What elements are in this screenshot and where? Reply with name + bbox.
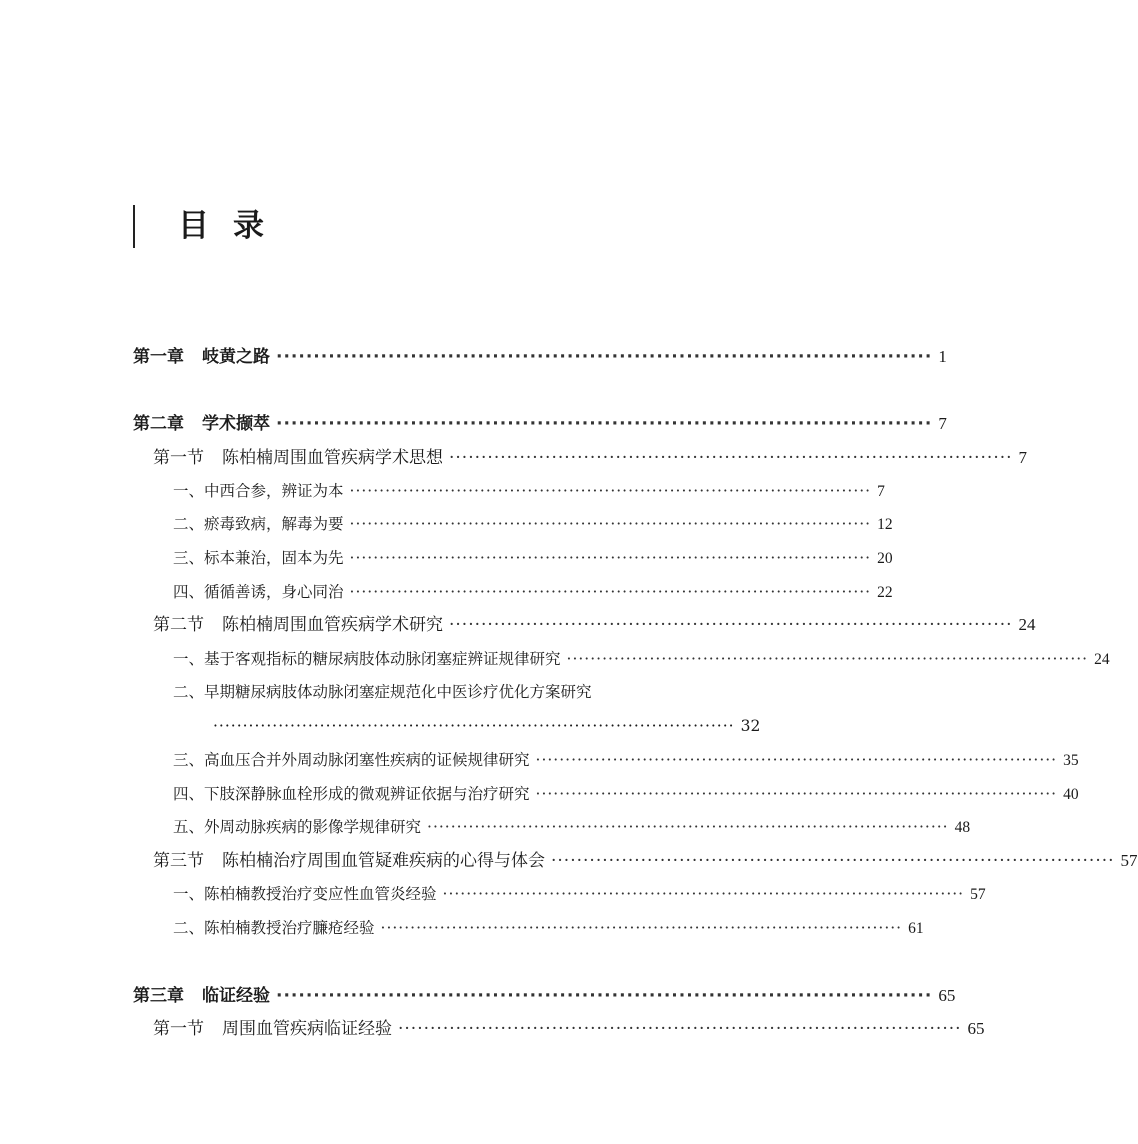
page-number: 35 — [1063, 752, 1079, 769]
entry-text: 外周动脉疾病的影像学规律研究 — [204, 818, 422, 836]
toc-entry-chapter-3[interactable] — [133, 981, 956, 1011]
leader-dots: ························································································ — [380, 919, 903, 937]
entry-text: 岐黄之路 — [202, 347, 270, 367]
entry-text: 陈柏楠治疗周围血管疑难疾病的心得与体会 — [222, 851, 545, 871]
leader-dots: ························································································ — [535, 751, 1058, 769]
page-number: 7 — [877, 483, 885, 500]
page-number: 48 — [954, 819, 971, 836]
entry-label: 一、 — [173, 650, 205, 668]
page-number: 22 — [877, 584, 893, 601]
leader-dots: ························································································ — [276, 986, 933, 1006]
entry-label: 第一章 — [133, 347, 184, 367]
toc-entry-item[interactable] — [173, 812, 971, 842]
toc-entry-item[interactable] — [173, 509, 893, 539]
entry-text: 标本兼治，固本为先 — [204, 549, 344, 567]
leader-dots: ························································································ — [349, 583, 872, 601]
entry-label: 三、 — [173, 549, 205, 567]
leader-dots: ························································································ — [276, 414, 933, 434]
page-number: 12 — [877, 516, 893, 533]
entry-label: 第二章 — [133, 414, 184, 434]
entry-text: 陈柏楠周围血管疾病学术思想 — [222, 448, 443, 468]
toc-entry-section[interactable] — [153, 1014, 985, 1044]
entry-text: 陈柏楠教授治疗臁疮经验 — [204, 919, 375, 937]
toc-entry-section[interactable] — [153, 610, 1036, 640]
leader-dots: ························································································ — [398, 1019, 962, 1039]
entry-label: 二、 — [173, 515, 205, 533]
page-number: 24 — [1094, 651, 1110, 668]
toc-entry-section[interactable] — [153, 443, 1028, 473]
entry-text: 下肢深静脉血栓形成的微观辨证依据与治疗研究 — [204, 785, 530, 803]
entry-label: 五、 — [173, 818, 205, 836]
page-title: 目录 — [178, 208, 288, 244]
title-bar — [133, 205, 135, 248]
page-number: 7 — [1018, 448, 1028, 467]
leader-dots: ························································································ — [442, 885, 965, 903]
page-number: 61 — [908, 920, 924, 937]
leader-dots: ························································································ — [276, 347, 933, 367]
toc-entry-section[interactable] — [153, 846, 1138, 876]
entry-label: 第三节 — [153, 851, 204, 871]
leader-dots: ························································································ — [213, 717, 735, 735]
entry-text: 循循善诱，身心同治 — [204, 583, 344, 601]
toc-entry-item[interactable] — [173, 543, 893, 573]
toc-entry-chapter-1[interactable] — [133, 342, 947, 372]
entry-label: 第一节 — [153, 448, 204, 468]
toc-entry-item[interactable] — [173, 879, 986, 909]
page-number: 57 — [970, 886, 986, 903]
entry-label: 四、 — [173, 583, 205, 601]
entry-label: 第三章 — [133, 986, 184, 1006]
entry-label: 三、 — [173, 751, 205, 769]
entry-label: 二、 — [173, 683, 205, 701]
entry-text: 陈柏楠教授治疗变应性血管炎经验 — [204, 885, 437, 903]
toc-entry-item[interactable] — [173, 644, 1110, 674]
page-number: 24 — [1018, 615, 1036, 634]
entry-label: 二、 — [173, 919, 205, 937]
entry-label: 一、 — [173, 482, 205, 500]
leader-dots: ························································································ — [535, 785, 1058, 803]
entry-label: 第一节 — [153, 1019, 204, 1039]
entry-text: 临证经验 — [202, 986, 270, 1006]
page-number: 40 — [1063, 786, 1079, 803]
leader-dots: ························································································ — [551, 851, 1115, 871]
entry-label: 四、 — [173, 785, 205, 803]
entry-text: 瘀毒致病，解毒为要 — [204, 515, 344, 533]
leader-dots: ························································································ — [349, 515, 872, 533]
entry-text: 陈柏楠周围血管疾病学术研究 — [222, 615, 443, 635]
page-number: 57 — [1120, 851, 1138, 870]
entry-text: 学术撷萃 — [202, 414, 270, 434]
leader-dots: ························································································ — [566, 650, 1089, 668]
toc-entry-item[interactable] — [173, 745, 1079, 775]
entry-text: 中西合参，辨证为本 — [204, 482, 344, 500]
page-number: 1 — [938, 347, 947, 366]
entry-label: 一、 — [173, 885, 205, 903]
entry-text: 早期糖尿病肢体动脉闭塞症规范化中医诊疗优化方案研究 — [204, 683, 592, 701]
leader-dots: ························································································ — [349, 482, 872, 500]
toc-entry-item[interactable] — [173, 577, 893, 607]
entry-text: 周围血管疾病临证经验 — [222, 1019, 392, 1039]
toc-entry-item[interactable] — [173, 677, 688, 707]
leader-dots: ························································································ — [427, 818, 949, 836]
entry-text: 基于客观指标的糖尿病肢体动脉闭塞症辨证规律研究 — [204, 650, 561, 668]
page-number: 20 — [877, 550, 893, 567]
page-number: 7 — [938, 414, 947, 433]
toc-entry-continuation[interactable] — [213, 711, 761, 741]
leader-dots: ························································································ — [449, 448, 1013, 468]
toc-entry-item[interactable] — [173, 779, 1079, 809]
entry-label: 第二节 — [153, 615, 204, 635]
page-number: 32 — [740, 717, 761, 735]
leader-dots: ························································································ — [349, 549, 872, 567]
toc-entry-item[interactable] — [173, 476, 885, 506]
toc-entry-item[interactable] — [173, 913, 924, 943]
toc-entry-chapter-2[interactable] — [133, 409, 947, 439]
entry-text: 高血压合并外周动脉闭塞性疾病的证候规律研究 — [204, 751, 530, 769]
page-number: 65 — [938, 986, 956, 1005]
page-number: 65 — [967, 1019, 985, 1038]
leader-dots: ························································································ — [449, 615, 1013, 635]
